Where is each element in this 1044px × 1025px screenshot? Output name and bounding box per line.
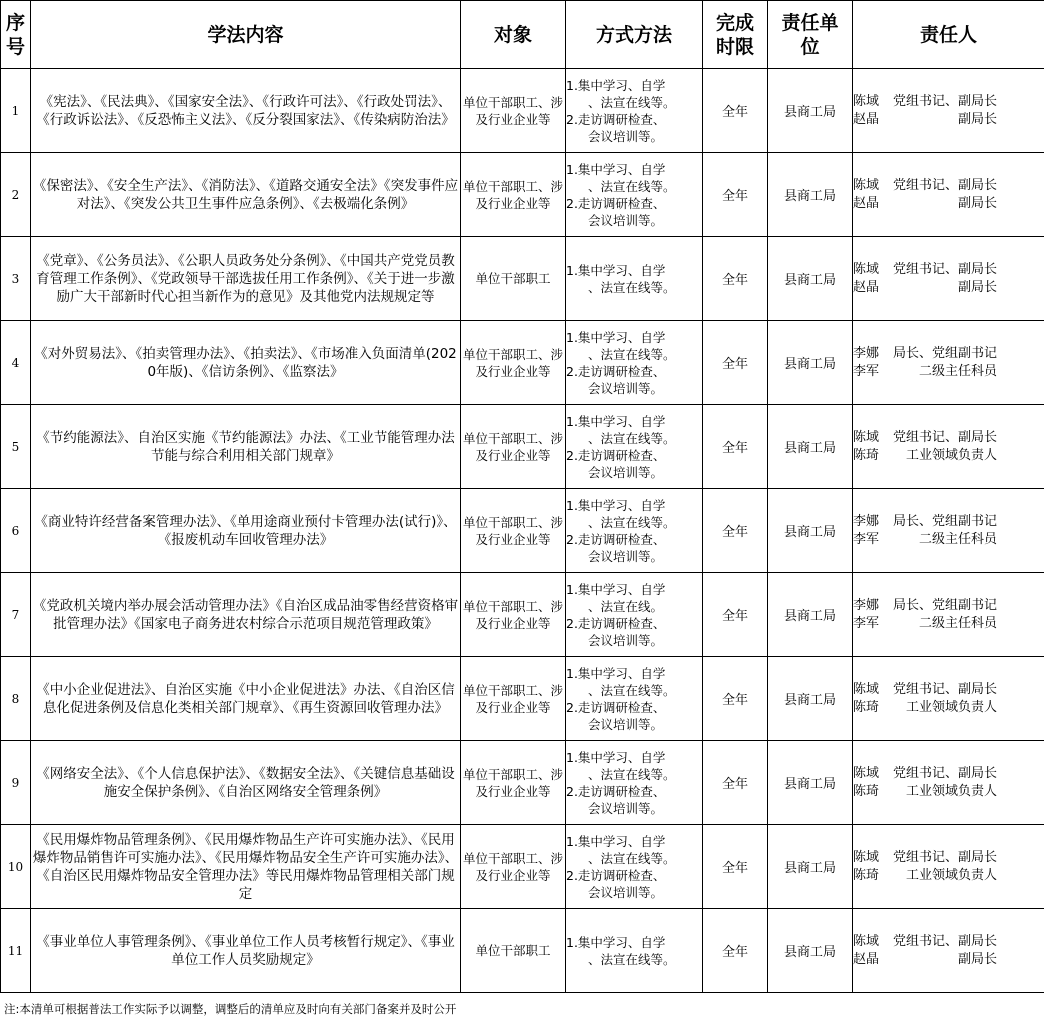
study-method [566, 405, 703, 489]
study-content: 《商业特许经营备案管理办法》、《单用途商业预付卡管理办法(试行)》、《报废机动车回收管理办法》 [31, 489, 461, 573]
method-line: 2.走访调研检查、 [566, 867, 666, 883]
method-line: 1.集中学习、自学 [566, 497, 666, 513]
person-name: 李娜 [853, 513, 880, 529]
person-name: 陈域 [853, 933, 880, 949]
person-entry [853, 93, 1044, 111]
person-title: 局长、党组副书记 [893, 345, 998, 361]
study-target: 单位干部职工、涉及行业企业等 [461, 405, 566, 489]
header-row [1, 1, 1044, 69]
responsible-unit: 县商工局 [768, 657, 853, 741]
person-entry [853, 345, 1044, 363]
responsible-unit: 县商工局 [768, 489, 853, 573]
method-line: 会议培训等。 [588, 212, 664, 228]
person-title: 党组书记、副局长 [893, 933, 998, 949]
study-method [566, 825, 703, 909]
row-number: 9 [1, 741, 31, 825]
person-entry [853, 699, 1044, 717]
table-row [1, 657, 1044, 741]
study-target: 单位干部职工、涉及行业企业等 [461, 657, 566, 741]
person-entry [853, 597, 1044, 615]
person-entry [853, 261, 1044, 279]
person-entry [853, 429, 1044, 447]
row-number: 8 [1, 657, 31, 741]
person-entry [853, 849, 1044, 867]
method-line: 1.集中学习、自学 [566, 581, 666, 597]
method-line: 1.集中学习、自学 [566, 749, 666, 765]
header-unit: 责任单位 [768, 1, 853, 69]
person-title: 党组书记、副局长 [893, 681, 998, 697]
method-line: 会议培训等。 [588, 632, 664, 648]
method-line: 会议培训等。 [588, 716, 664, 732]
method-line: 2.走访调研检查、 [566, 111, 666, 127]
deadline: 全年 [703, 657, 768, 741]
method-line: 会议培训等。 [588, 548, 664, 564]
deadline: 全年 [703, 573, 768, 657]
person-title: 二级主任科员 [918, 615, 997, 631]
deadline: 全年 [703, 237, 768, 321]
person-name: 陈域 [853, 93, 880, 109]
header-content: 学法内容 [31, 1, 461, 69]
person-name: 李军 [853, 615, 880, 631]
method-line: 、法宣在线等。 [588, 346, 676, 362]
person-entry [853, 765, 1044, 783]
study-content: 《对外贸易法》、《拍卖管理办法》、《拍卖法》、《市场准入负面清单(2020年版)、《信访条例》、《监察法》 [31, 321, 461, 405]
person-title: 副局长 [957, 951, 997, 967]
study-method [566, 237, 703, 321]
study-content: 《民用爆炸物品管理条例》、《民用爆炸物品生产许可实施办法》、《民用爆炸物品销售许可实施办法》、《民用爆炸物品安全生产许可实施办法》、《自治区民用爆炸物品安全管理办法》等民用爆炸物品管理相关部门规定 [31, 825, 461, 909]
method-line: 、法宣在线等。 [588, 94, 676, 110]
deadline: 全年 [703, 489, 768, 573]
study-target: 单位干部职工、涉及行业企业等 [461, 153, 566, 237]
method-line: 1.集中学习、自学 [566, 329, 666, 345]
person-title: 党组书记、副局长 [893, 849, 998, 865]
person-entry [853, 933, 1044, 951]
person-entry [853, 867, 1044, 885]
deadline: 全年 [703, 321, 768, 405]
person-title: 党组书记、副局长 [893, 261, 998, 277]
study-method [566, 153, 703, 237]
person-title: 副局长 [957, 279, 997, 295]
person-entry [853, 951, 1044, 969]
responsible-persons [853, 405, 1044, 489]
method-line: 、法宣在线等。 [588, 430, 676, 446]
deadline: 全年 [703, 741, 768, 825]
method-line: 2.走访调研检查、 [566, 699, 666, 715]
method-line: 会议培训等。 [588, 800, 664, 816]
method-line: 2.走访调研检查、 [566, 447, 666, 463]
deadline: 全年 [703, 69, 768, 153]
person-entry [853, 615, 1044, 633]
study-target: 单位干部职工 [461, 909, 566, 993]
study-method [566, 741, 703, 825]
responsible-unit: 县商工局 [768, 825, 853, 909]
method-line: 、法宣在线等。 [588, 178, 676, 194]
person-name: 陈琦 [853, 447, 880, 463]
method-line: 2.走访调研检查、 [566, 531, 666, 547]
study-target: 单位干部职工、涉及行业企业等 [461, 825, 566, 909]
person-entry [853, 363, 1044, 381]
responsible-unit: 县商工局 [768, 237, 853, 321]
table-row [1, 405, 1044, 489]
person-name: 李娜 [853, 345, 880, 361]
responsible-persons [853, 741, 1044, 825]
person-name: 陈域 [853, 177, 880, 193]
person-name: 李军 [853, 363, 880, 379]
responsible-unit: 县商工局 [768, 741, 853, 825]
method-line: 1.集中学习、自学 [566, 934, 666, 950]
person-entry [853, 279, 1044, 297]
method-line: 2.走访调研检查、 [566, 783, 666, 799]
person-name: 陈域 [853, 849, 880, 865]
responsible-persons [853, 909, 1044, 993]
study-content: 《中小企业促进法》、自治区实施《中小企业促进法》办法、《自治区信息化促进条例及信息化类相关部门规章》、《再生资源回收管理办法》 [31, 657, 461, 741]
responsible-persons [853, 489, 1044, 573]
method-line: 、法宣在线等。 [588, 766, 676, 782]
row-number: 5 [1, 405, 31, 489]
method-line: 2.走访调研检查、 [566, 195, 666, 211]
person-title: 工业领域负责人 [905, 783, 997, 799]
table-row [1, 153, 1044, 237]
study-method [566, 489, 703, 573]
person-title: 党组书记、副局长 [893, 765, 998, 781]
table-row [1, 321, 1044, 405]
header-method: 方式方法 [566, 1, 703, 69]
responsible-unit: 县商工局 [768, 153, 853, 237]
study-method [566, 657, 703, 741]
method-line: 1.集中学习、自学 [566, 161, 666, 177]
person-title: 工业领域负责人 [905, 867, 997, 883]
person-name: 赵晶 [853, 111, 880, 127]
person-title: 工业领域负责人 [905, 447, 997, 463]
person-entry [853, 513, 1044, 531]
person-title: 副局长 [957, 195, 997, 211]
method-line: 1.集中学习、自学 [566, 413, 666, 429]
responsible-unit: 县商工局 [768, 405, 853, 489]
study-method [566, 909, 703, 993]
person-title: 局长、党组副书记 [893, 513, 998, 529]
row-number: 7 [1, 573, 31, 657]
person-title: 党组书记、副局长 [893, 177, 998, 193]
person-title: 党组书记、副局长 [893, 93, 998, 109]
table-row [1, 909, 1044, 993]
responsible-unit: 县商工局 [768, 69, 853, 153]
responsible-unit: 县商工局 [768, 573, 853, 657]
row-number: 1 [1, 69, 31, 153]
study-target: 单位干部职工、涉及行业企业等 [461, 741, 566, 825]
table-row [1, 237, 1044, 321]
method-line: 1.集中学习、自学 [566, 665, 666, 681]
row-number: 10 [1, 825, 31, 909]
study-target: 单位干部职工、涉及行业企业等 [461, 321, 566, 405]
person-entry [853, 681, 1044, 699]
responsible-persons [853, 573, 1044, 657]
table-row [1, 825, 1044, 909]
row-number: 3 [1, 237, 31, 321]
person-name: 赵晶 [853, 195, 880, 211]
study-target: 单位干部职工、涉及行业企业等 [461, 489, 566, 573]
method-line: 、法宣在线等。 [588, 279, 676, 295]
study-method [566, 69, 703, 153]
study-content: 《党政机关境内举办展会活动管理办法》《自治区成品油零售经营资格审批管理办法》《国家电子商务进农村综合示范项目规范管理政策》 [31, 573, 461, 657]
study-content: 《节约能源法》、自治区实施《节约能源法》办法、《工业节能管理办法节能与综合利用相关部门规章》 [31, 405, 461, 489]
study-target: 单位干部职工 [461, 237, 566, 321]
table-row [1, 741, 1044, 825]
method-line: 、法宣在线。 [588, 598, 664, 614]
study-target: 单位干部职工、涉及行业企业等 [461, 573, 566, 657]
person-title: 工业领域负责人 [905, 699, 997, 715]
table-row [1, 573, 1044, 657]
method-line: 1.集中学习、自学 [566, 262, 666, 278]
responsible-persons [853, 321, 1044, 405]
person-title: 局长、党组副书记 [893, 597, 998, 613]
footnote: 注:本清单可根据普法工作实际予以调整，调整后的清单应及时向有关部门备案并及时公开 [4, 1002, 457, 1016]
person-name: 陈琦 [853, 867, 880, 883]
header-deadline: 完成时限 [703, 1, 768, 69]
table-row [1, 489, 1044, 573]
person-name: 陈域 [853, 681, 880, 697]
table-body [1, 69, 1044, 993]
person-entry [853, 111, 1044, 129]
person-name: 李军 [853, 531, 880, 547]
row-number: 2 [1, 153, 31, 237]
responsible-persons [853, 825, 1044, 909]
study-content: 《保密法》、《安全生产法》、《消防法》、《道路交通安全法》《突发事件应对法》、《突发公共卫生事件应急条例》、《去极端化条例》 [31, 153, 461, 237]
table-row [1, 69, 1044, 153]
person-title: 二级主任科员 [918, 363, 997, 379]
header-target: 对象 [461, 1, 566, 69]
person-name: 陈域 [853, 261, 880, 277]
person-name: 陈域 [853, 765, 880, 781]
study-content: 《事业单位人事管理条例》、《事业单位工作人员考核暂行规定》、《事业单位工作人员奖励规定》 [31, 909, 461, 993]
method-line: 2.走访调研检查、 [566, 363, 666, 379]
header-person: 责任人 [853, 1, 1044, 69]
deadline: 全年 [703, 909, 768, 993]
person-name: 陈域 [853, 429, 880, 445]
responsible-persons [853, 153, 1044, 237]
responsible-persons [853, 69, 1044, 153]
deadline: 全年 [703, 825, 768, 909]
method-line: 1.集中学习、自学 [566, 77, 666, 93]
method-line: 2.走访调研检查、 [566, 615, 666, 631]
row-number: 6 [1, 489, 31, 573]
deadline: 全年 [703, 405, 768, 489]
row-number: 4 [1, 321, 31, 405]
method-line: 会议培训等。 [588, 884, 664, 900]
method-line: 1.集中学习、自学 [566, 833, 666, 849]
responsible-unit: 县商工局 [768, 321, 853, 405]
person-title: 副局长 [957, 111, 997, 127]
person-name: 陈琦 [853, 783, 880, 799]
study-target: 单位干部职工、涉及行业企业等 [461, 69, 566, 153]
method-line: 、法宣在线等。 [588, 514, 676, 530]
row-number: 11 [1, 909, 31, 993]
person-entry [853, 447, 1044, 465]
study-content: 《网络安全法》、《个人信息保护法》、《数据安全法》、《关键信息基础设施安全保护条例》、《自治区网络安全管理条例》 [31, 741, 461, 825]
method-line: 、法宣在线等。 [588, 951, 676, 967]
deadline: 全年 [703, 153, 768, 237]
responsible-persons [853, 657, 1044, 741]
person-title: 二级主任科员 [918, 531, 997, 547]
method-line: 、法宣在线等。 [588, 682, 676, 698]
person-title: 党组书记、副局长 [893, 429, 998, 445]
study-method [566, 321, 703, 405]
header-no: 序号 [1, 1, 31, 69]
method-line: 、法宣在线等。 [588, 850, 676, 866]
person-name: 李娜 [853, 597, 880, 613]
study-method [566, 573, 703, 657]
study-content: 《党章》、《公务员法》、《公职人员政务处分条例》、《中国共产党党员教育管理工作条例》、《党政领导干部选拔任用工作条例》、《关于进一步激励广大干部新时代心担当新作为的意见》及其他党内法规规定等 [31, 237, 461, 321]
person-name: 陈琦 [853, 699, 880, 715]
method-line: 会议培训等。 [588, 128, 664, 144]
person-entry [853, 531, 1044, 549]
person-name: 赵晶 [853, 279, 880, 295]
responsible-unit: 县商工局 [768, 909, 853, 993]
person-entry [853, 195, 1044, 213]
method-line: 会议培训等。 [588, 380, 664, 396]
person-name: 赵晶 [853, 951, 880, 967]
person-entry [853, 783, 1044, 801]
person-entry [853, 177, 1044, 195]
study-content: 《宪法》、《民法典》、《国家安全法》、《行政许可法》、《行政处罚法》、《行政诉讼法》、《反恐怖主义法》、《反分裂国家法》、《传染病防治法》 [31, 69, 461, 153]
method-line: 会议培训等。 [588, 464, 664, 480]
responsible-persons [853, 237, 1044, 321]
